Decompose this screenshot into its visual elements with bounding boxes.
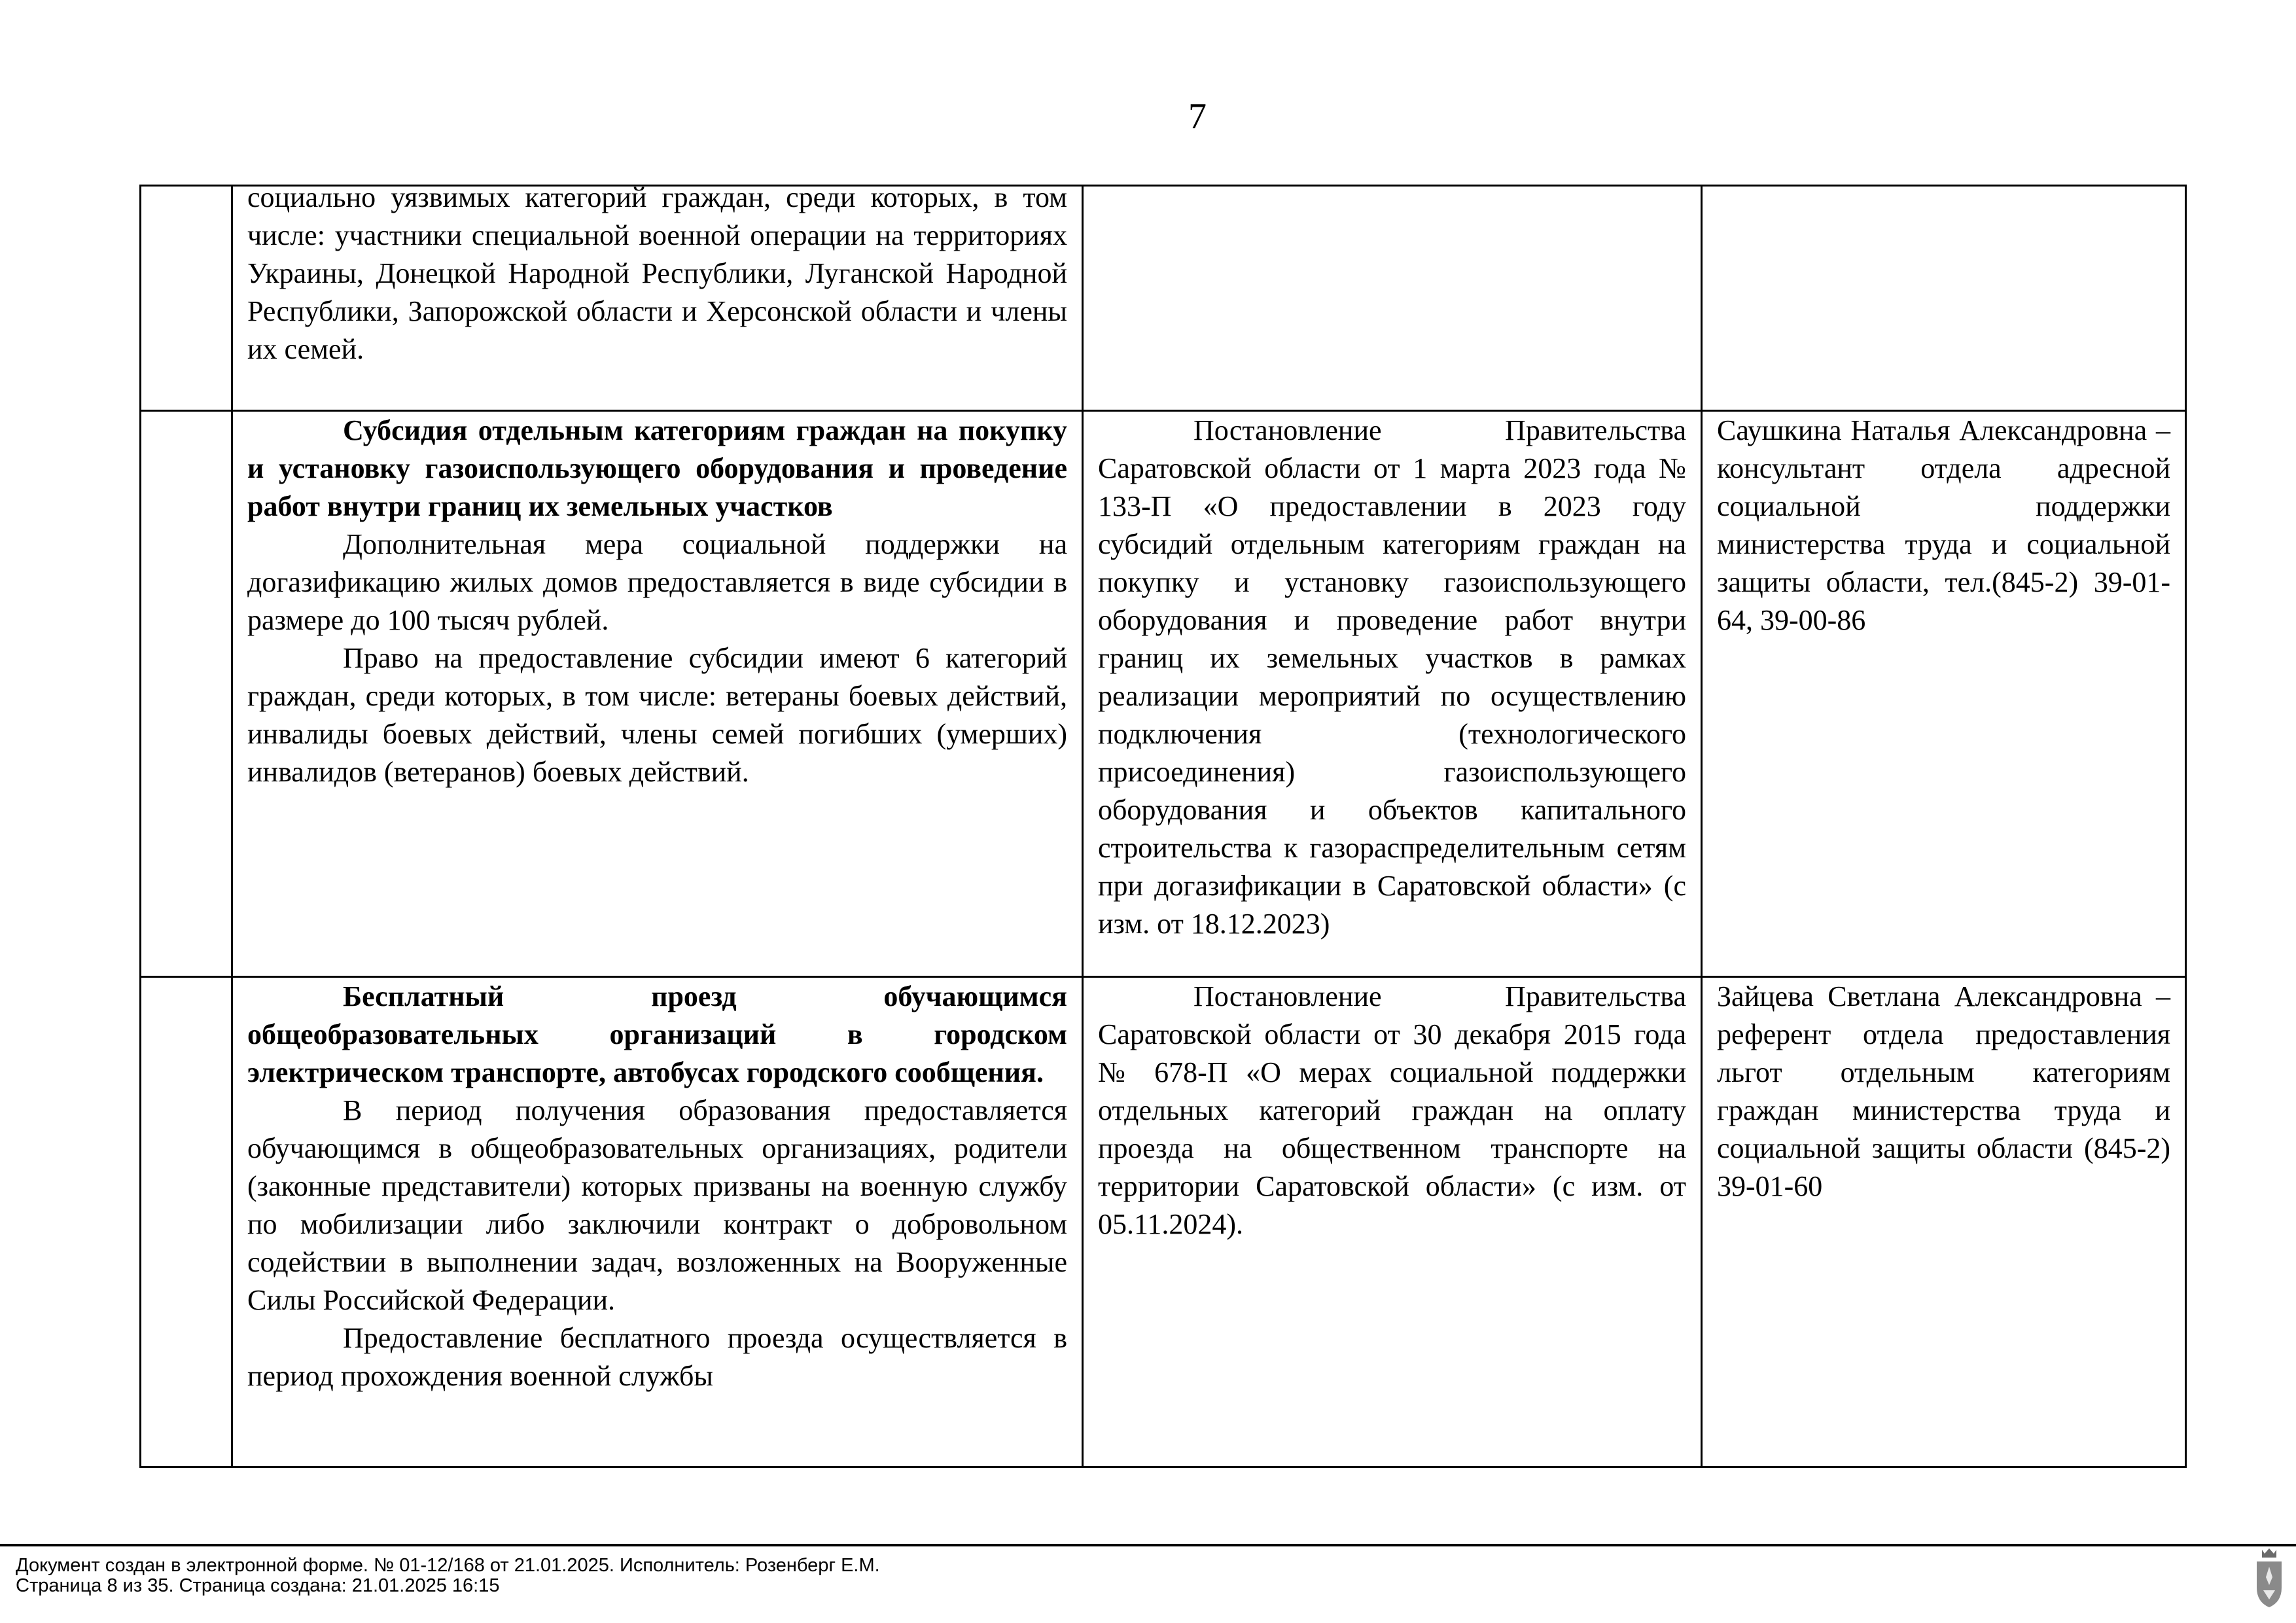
saratov-coat-of-arms-icon: [2253, 1547, 2286, 1609]
measures-table: [139, 181, 2187, 1468]
page-number: 7: [1188, 96, 1207, 137]
description-cell: [232, 977, 1083, 1467]
number-cell: [141, 977, 232, 1467]
footer-line-2: Страница 8 из 35. Страница создана: 21.01.2025 16:15: [16, 1575, 500, 1596]
table-row-11: [141, 977, 2186, 1467]
footer-divider: [0, 1544, 2296, 1546]
footer-line-1: Документ создан в электронной форме. № 01-12/168 от 21.01.2025. Исполнитель: Розенберг Е.М.: [16, 1555, 880, 1576]
measure-title: Субсидия отдельным категориям граждан на покупку и установку газоиспользующего оборудования и проведение работ внутри границ их земельных участков: [247, 414, 1067, 522]
measure-paragraph: Предоставление бесплатного проезда осуществляется в период прохождения военной службы: [247, 1322, 1067, 1392]
contact-cell: [1702, 977, 2186, 1467]
legal-basis-cell: [1083, 977, 1702, 1467]
number-cell: [141, 186, 232, 411]
contact-text: Зайцева Светлана Александровна – референт отдела предоставления льгот отдельным категориям граждан министерства труда и социальной защиты области (845-2) 39-01-60: [1717, 980, 2170, 1202]
contact-text: Саушкина Наталья Александровна – консультант отдела адресной социальной поддержки министерства труда и социальной защиты области, тел.(845-2) 39-01-64, 39-00-86: [1717, 414, 2170, 636]
table-row-10: [141, 411, 2186, 977]
measure-title: Бесплатный проезд обучающимся общеобразовательных организаций в городском электрическом транспорте, автобусах городского сообщения.: [247, 980, 1067, 1088]
contact-cell: [1702, 411, 2186, 977]
description-text: социально уязвимых категорий граждан, среди которых, в том числе: участники специальной военной операции на территориях Украины, Донецкой Народной Республики, Луганской Народной Республики, Запорожской области и Херсонской области и члены их семей.: [247, 181, 1067, 365]
measure-paragraph: Дополнительная мера социальной поддержки на догазификацию жилых домов предоставляется в виде субсидии в размере до 100 тысяч рублей.: [247, 528, 1067, 636]
measure-paragraph: В период получения образования предоставляется обучающимся в общеобразовательных организациях, родители (законные представители) которых призваны на военную службу по мобилизации либо заключили контракт о добровольном содействии в выполнении задач, возложенных на Вооруженные Силы Российской Федерации.: [247, 1094, 1067, 1316]
contact-cell: [1702, 186, 2186, 411]
document-footer: [16, 1556, 880, 1596]
legal-basis-text: Постановление Правительства Саратовской области от 1 марта 2023 года № 133-П «О предоставлении в 2023 году субсидий отдельным категориям граждан на покупку и установку газоиспользующего оборудования и проведение работ внутри границ их земельных участков в рамках реализации мероприятий по осуществлению подключения (технологического присоединения) газоиспользующего оборудования и объектов капитального строительства к газораспределительным сетям при догазификации в Саратовской области» (с изм. от 18.12.2023): [1098, 414, 1686, 940]
legal-basis-cell: [1083, 411, 1702, 977]
description-cell: [232, 181, 1083, 411]
legal-basis-text: Постановление Правительства Саратовской области от 30 декабря 2015 года № 678-П «О мерах социальной поддержки отдельных категорий граждан на оплату проезда на общественном транспорте на территории Саратовской области» (с изм. от 05.11.2024).: [1098, 980, 1686, 1240]
number-cell: [141, 411, 232, 977]
measure-paragraph: Право на предоставление субсидии имеют 6 категорий граждан, среди которых, в том числе: ветераны боевых действий, инвалиды боевых действий, члены семей погибших (умерших) инвалидов (ветеранов) боевых действий.: [247, 642, 1067, 788]
description-cell: [232, 411, 1083, 977]
table-row-continuation: [141, 186, 2186, 411]
legal-basis-cell: [1083, 186, 1702, 411]
